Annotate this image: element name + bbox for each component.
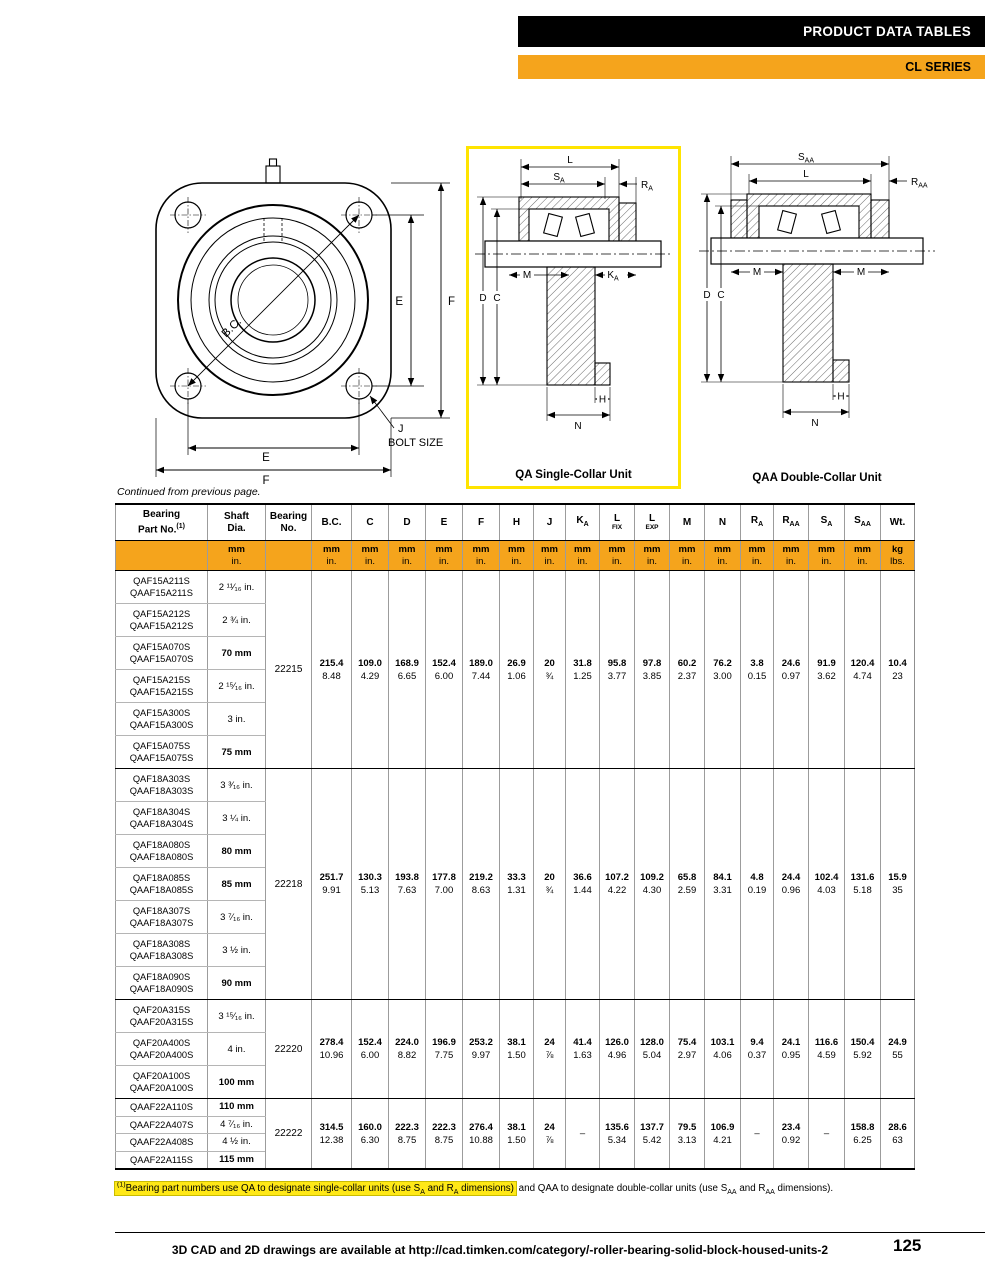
qa-single-collar-drawing (466, 146, 681, 489)
dim-cell-j: 24 ⅞ (534, 1099, 566, 1170)
dim-cell-m: 60.2 2.37 (670, 571, 705, 769)
bearing-no-cell: 22215 (266, 571, 312, 769)
shaft-dia-cell: 4 ⁷⁄₁₆ in. (208, 1116, 266, 1134)
setscrew-marks (264, 218, 282, 242)
flange-drawing-svg (126, 158, 462, 491)
page-number: 125 (893, 1236, 922, 1255)
shaft-dia-cell: 3 ½ in. (208, 934, 266, 967)
dim-cell-wt: 10.4 23 (881, 571, 915, 769)
table-row (116, 769, 915, 802)
qa-flange-plate (547, 267, 610, 385)
part-no-cell: QAAF22A407S (116, 1116, 208, 1134)
bearing-no-cell: 22218 (266, 769, 312, 1000)
dim-cell-e: 177.8 7.00 (426, 769, 463, 1000)
dim-cell-n: 84.1 3.31 (705, 769, 741, 1000)
dim-cell-lexp: 137.7 5.42 (635, 1099, 670, 1170)
col-header-e: E (426, 504, 463, 541)
dim-cell-e: 222.3 8.75 (426, 1099, 463, 1170)
dim-label-h: H (598, 394, 607, 406)
j-dim-label: J (398, 423, 404, 435)
dim-cell-lfix: 95.8 3.77 (600, 571, 635, 769)
part-no-cell: QAF20A100S QAAF20A100S (116, 1066, 208, 1099)
col-header-lfix: L FIX (600, 504, 635, 541)
unit-header-part (116, 541, 208, 571)
dim-label-l2: L (803, 169, 809, 180)
bolt-size-leader (370, 396, 394, 428)
part-no-cell: QAF15A070S QAAF15A070S (116, 637, 208, 670)
col-header-h: H (500, 504, 534, 541)
bearing-bore-circles (178, 205, 368, 395)
col-header-c: C (352, 504, 389, 541)
part-no-cell: QAF18A304S QAAF18A304S (116, 802, 208, 835)
unit-header-wt: kg lbs. (881, 541, 915, 571)
dim-cell-raa: 23.4 0.92 (774, 1099, 809, 1170)
part-no-cell: QAF15A075S QAAF15A075S (116, 736, 208, 769)
shaft-dia-cell: 3 ¼ in. (208, 802, 266, 835)
dim-cell-ra: 3.8 0.15 (741, 571, 774, 769)
dim-cell-saa: 120.4 4.74 (845, 571, 881, 769)
unit-header-lfix: mm in. (600, 541, 635, 571)
part-no-cell: QAF18A303S QAAF18A303S (116, 769, 208, 802)
dim-cell-bc: 215.4 8.48 (312, 571, 352, 769)
part-no-cell: QAF18A308S QAAF18A308S (116, 934, 208, 967)
unit-header-h: mm in. (500, 541, 534, 571)
col-header-ra: $R_A$ (741, 504, 774, 541)
shaft-dia-cell: 4 ½ in. (208, 1134, 266, 1152)
f-dim-label-bottom: F (262, 475, 270, 487)
dim-cell-d: 224.0 8.82 (389, 1000, 426, 1099)
dim-label-saa: $S_{AA}$ (797, 152, 815, 165)
unit-header-bearing (266, 541, 312, 571)
qa-housing-section (519, 197, 636, 241)
footnote-plain: and QAA to designate double-collar units (use $S_{AA}$ and $R_{AA}$ dimensions). (515, 1183, 834, 1197)
dim-cell-ka: 41.4 1.63 (566, 1000, 600, 1099)
shaft-dia-cell: 2 ¹⁵⁄₁₆ in. (208, 670, 266, 703)
dim-cell-ra: 9.4 0.37 (741, 1000, 774, 1099)
qa-drawing-svg (469, 151, 678, 451)
dim-cell-c: 109.0 4.29 (352, 571, 389, 769)
dim-cell-d: 168.9 6.65 (389, 571, 426, 769)
table-row (116, 1099, 915, 1117)
dim-cell-saa: 150.4 5.92 (845, 1000, 881, 1099)
product-data-table (115, 503, 915, 1170)
dim-label-l: L (567, 155, 573, 166)
dim-label-d2: D (703, 290, 711, 301)
f-dim-label-right: F (448, 296, 456, 308)
part-no-cell: QAF20A400S QAAF20A400S (116, 1033, 208, 1066)
bolt-circle-diagonal (188, 215, 359, 386)
grease-fitting (266, 159, 280, 183)
dim-cell-wt: 24.9 55 (881, 1000, 915, 1099)
dim-label-m-left: M (752, 267, 762, 278)
bearing-no-cell: 22222 (266, 1099, 312, 1170)
part-no-cell: QAF18A090S QAAF18A090S (116, 967, 208, 1000)
col-header-wt: Wt. (881, 504, 915, 541)
dim-cell-ka: – (566, 1099, 600, 1170)
dim-cell-ka: 31.8 1.25 (566, 571, 600, 769)
dim-cell-h: 33.3 1.31 (500, 769, 534, 1000)
dim-cell-h: 38.1 1.50 (500, 1000, 534, 1099)
page-header-bar (518, 16, 985, 47)
dim-cell-c: 160.0 6.30 (352, 1099, 389, 1170)
shaft-dia-cell: 80 mm (208, 835, 266, 868)
e-dim-label-bottom: E (262, 452, 270, 464)
dim-cell-sa: 91.9 3.62 (809, 571, 845, 769)
bearing-no-cell: 22220 (266, 1000, 312, 1099)
unit-header-bc: mm in. (312, 541, 352, 571)
col-header-j: J (534, 504, 566, 541)
qaa-flange-plate (783, 264, 849, 382)
qaa-caption: QAA Double-Collar Unit (752, 472, 882, 484)
table-row (116, 571, 915, 604)
dim-cell-lfix: 135.6 5.34 (600, 1099, 635, 1170)
dim-cell-wt: 28.6 63 (881, 1099, 915, 1170)
unit-header-f: mm in. (463, 541, 500, 571)
part-no-cell: QAF18A085S QAAF18A085S (116, 868, 208, 901)
bc-dim-label: B.C. (219, 315, 245, 341)
part-no-cell: QAF18A307S QAAF18A307S (116, 901, 208, 934)
dim-label-n: N (574, 421, 582, 432)
continued-note: Continued from previous page. (117, 486, 261, 498)
dim-cell-j: 20 ¾ (534, 769, 566, 1000)
col-header-part: Bearing Part No.$^{(1)}$ (116, 504, 208, 541)
unit-header-e: mm in. (426, 541, 463, 571)
shaft-dia-cell: 70 mm (208, 637, 266, 670)
part-no-cell: QAAF22A408S (116, 1134, 208, 1152)
dim-cell-c: 152.4 6.00 (352, 1000, 389, 1099)
dim-label-d: D (479, 293, 487, 304)
dim-cell-d: 193.8 7.63 (389, 769, 426, 1000)
dim-cell-m: 79.5 3.13 (670, 1099, 705, 1170)
shaft-dia-cell: 3 in. (208, 703, 266, 736)
unit-header-saa: mm in. (845, 541, 881, 571)
footer-rule (115, 1232, 985, 1233)
shaft-dia-cell: 3 ³⁄₁₆ in. (208, 769, 266, 802)
unit-header-m: mm in. (670, 541, 705, 571)
dim-cell-lexp: 128.0 5.04 (635, 1000, 670, 1099)
qa-caption: QA Single-Collar Unit (515, 469, 632, 481)
col-header-saa: $S_{AA}$ (845, 504, 881, 541)
dim-cell-f: 253.2 9.97 (463, 1000, 500, 1099)
unit-header-lexp: mm in. (635, 541, 670, 571)
dim-cell-wt: 15.9 35 (881, 769, 915, 1000)
page-header-title: PRODUCT DATA TABLES (803, 24, 971, 39)
unit-header-shaft: mm in. (208, 541, 266, 571)
col-header-f: F (463, 504, 500, 541)
unit-header-j: mm in. (534, 541, 566, 571)
part-no-cell: QAF15A212S QAAF15A212S (116, 604, 208, 637)
unit-header-sa: mm in. (809, 541, 845, 571)
dim-cell-bc: 251.7 9.91 (312, 769, 352, 1000)
e-dim-label-right: E (395, 296, 403, 308)
dim-cell-f: 189.0 7.44 (463, 571, 500, 769)
footnote-highlight: $^{(1)}$Bearing part numbers use QA to designate single-collar units (use $S_A$ and $R_A$ dimensions) (117, 1182, 514, 1197)
footer-cad-note: 3D CAD and 2D drawings are available at http://cad.timken.com/category/-roller-bearing-solid-block-housed-units-2 (171, 1243, 829, 1257)
col-header-d: D (389, 504, 426, 541)
dim-cell-e: 196.9 7.75 (426, 1000, 463, 1099)
dim-cell-c: 130.3 5.13 (352, 769, 389, 1000)
dim-cell-h: 38.1 1.50 (500, 1099, 534, 1170)
part-no-cell: QAF20A315S QAAF20A315S (116, 1000, 208, 1033)
col-header-sa: $S_A$ (809, 504, 845, 541)
shaft-dia-cell: 3 ⁷⁄₁₆ in. (208, 901, 266, 934)
dim-cell-j: 24 ⅞ (534, 1000, 566, 1099)
shaft-dia-cell: 3 ¹⁵⁄₁₆ in. (208, 1000, 266, 1033)
bolt-size-label: BOLT SIZE (388, 437, 444, 449)
unit-header-c: mm in. (352, 541, 389, 571)
series-label: CL SERIES (905, 60, 971, 74)
dim-cell-n: 103.1 4.06 (705, 1000, 741, 1099)
shaft-dia-cell: 2 ¾ in. (208, 604, 266, 637)
series-bar (518, 55, 985, 79)
dim-cell-m: 65.8 2.59 (670, 769, 705, 1000)
dim-cell-lexp: 97.8 3.85 (635, 571, 670, 769)
table-row (116, 1000, 915, 1033)
dim-cell-j: 20 ¾ (534, 571, 566, 769)
col-header-bearing: Bearing No. (266, 504, 312, 541)
dim-cell-raa: 24.1 0.95 (774, 1000, 809, 1099)
dim-cell-saa: 131.6 5.18 (845, 769, 881, 1000)
shaft-dia-cell: 75 mm (208, 736, 266, 769)
dim-cell-raa: 24.4 0.96 (774, 769, 809, 1000)
col-header-lexp: L EXP (635, 504, 670, 541)
qaa-housing-section (731, 194, 889, 238)
part-no-cell: QAF15A211S QAAF15A211S (116, 571, 208, 604)
flange-drawing (126, 158, 462, 491)
dim-cell-f: 219.2 8.63 (463, 769, 500, 1000)
dim-cell-ka: 36.6 1.44 (566, 769, 600, 1000)
col-header-n: N (705, 504, 741, 541)
unit-header-d: mm in. (389, 541, 426, 571)
qaa-drawing-svg (691, 148, 943, 448)
dim-cell-ra: 4.8 0.19 (741, 769, 774, 1000)
dim-cell-sa: 116.6 4.59 (809, 1000, 845, 1099)
part-no-cell: QAAF22A115S (116, 1151, 208, 1169)
dim-label-m-right: M (856, 267, 866, 278)
col-header-shaft: Shaft Dia. (208, 504, 266, 541)
shaft-dia-cell: 100 mm (208, 1066, 266, 1099)
dim-label-sa: $S_A$ (553, 172, 565, 185)
shaft-dia-cell: 90 mm (208, 967, 266, 1000)
dim-label-c2: C (717, 290, 725, 301)
part-no-cell: QAAF22A110S (116, 1099, 208, 1117)
shaft-dia-cell: 2 ¹¹⁄₁₆ in. (208, 571, 266, 604)
col-header-bc: B.C. (312, 504, 352, 541)
unit-header-raa: mm in. (774, 541, 809, 571)
dim-cell-sa: – (809, 1099, 845, 1170)
footnote (115, 1179, 917, 1200)
dim-cell-f: 276.4 10.88 (463, 1099, 500, 1170)
part-no-cell: QAF15A300S QAAF15A300S (116, 703, 208, 736)
part-no-cell: QAF18A080S QAAF18A080S (116, 835, 208, 868)
dim-cell-lfix: 107.2 4.22 (600, 769, 635, 1000)
qaa-double-collar-drawing (690, 146, 944, 489)
bottom-dimension-lines (156, 399, 391, 477)
dim-cell-bc: 314.5 12.38 (312, 1099, 352, 1170)
col-header-raa: $R_{AA}$ (774, 504, 809, 541)
dim-cell-sa: 102.4 4.03 (809, 769, 845, 1000)
unit-header-ka: mm in. (566, 541, 600, 571)
dim-label-ka: $K_A$ (607, 270, 619, 283)
dim-cell-n: 76.2 3.00 (705, 571, 741, 769)
dim-label-ra: $R_A$ (641, 180, 653, 193)
dim-label-c: C (493, 293, 501, 304)
dim-cell-saa: 158.8 6.25 (845, 1099, 881, 1170)
dim-cell-bc: 278.4 10.96 (312, 1000, 352, 1099)
dim-label-n2: N (811, 418, 819, 429)
dim-cell-d: 222.3 8.75 (389, 1099, 426, 1170)
shaft-dia-cell: 4 in. (208, 1033, 266, 1066)
dim-cell-e: 152.4 6.00 (426, 571, 463, 769)
dim-cell-n: 106.9 4.21 (705, 1099, 741, 1170)
dim-cell-lexp: 109.2 4.30 (635, 769, 670, 1000)
unit-header-n: mm in. (705, 541, 741, 571)
dim-cell-raa: 24.6 0.97 (774, 571, 809, 769)
dim-label-h2: H (837, 391, 845, 403)
dim-label-raa: $R_{AA}$ (911, 177, 928, 190)
col-header-m: M (670, 504, 705, 541)
col-header-ka: $K_A$ (566, 504, 600, 541)
dim-cell-lfix: 126.0 4.96 (600, 1000, 635, 1099)
shaft-dia-cell: 85 mm (208, 868, 266, 901)
unit-header-ra: mm in. (741, 541, 774, 571)
dim-label-m: M (522, 270, 532, 281)
dim-cell-h: 26.9 1.06 (500, 571, 534, 769)
dim-cell-m: 75.4 2.97 (670, 1000, 705, 1099)
part-no-cell: QAF15A215S QAAF15A215S (116, 670, 208, 703)
shaft-dia-cell: 115 mm (208, 1151, 266, 1169)
dim-cell-ra: – (741, 1099, 774, 1170)
shaft-dia-cell: 110 mm (208, 1099, 266, 1117)
